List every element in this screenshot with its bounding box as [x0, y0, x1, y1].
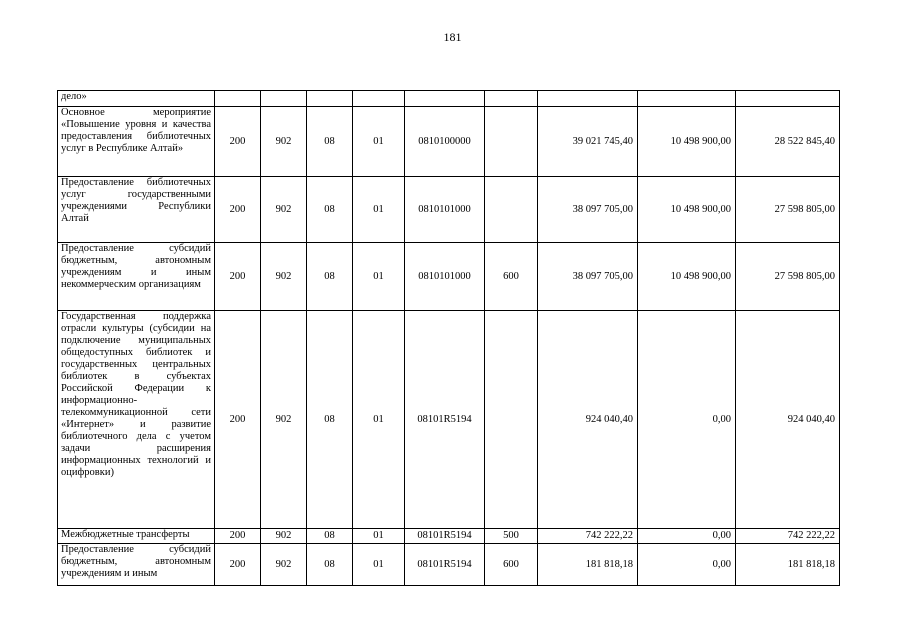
- amount-cell: [736, 91, 840, 107]
- code-cell: 01: [353, 243, 405, 311]
- amount-cell: 27 598 805,00: [736, 177, 840, 243]
- code-cell: 08: [307, 243, 353, 311]
- amount-cell: 181 818,18: [736, 544, 840, 586]
- row-description: Предоставление субсидий бюджетным, автономным учреждениям и иным: [58, 544, 215, 586]
- code-cell: 200: [215, 544, 261, 586]
- code-cell: 902: [261, 243, 307, 311]
- row-description: Основное мероприятие «Повышение уровня и качества предоставления библиотечных услуг в Республике Алтай»: [58, 107, 215, 177]
- amount-cell: 10 498 900,00: [638, 243, 736, 311]
- table-row: [58, 544, 840, 586]
- code-cell: 500: [485, 529, 538, 544]
- code-cell: [405, 91, 485, 107]
- code-cell: [485, 91, 538, 107]
- page-number: 181: [443, 30, 462, 44]
- code-cell: 0810100000: [405, 107, 485, 177]
- amount-cell: [638, 91, 736, 107]
- row-description: Предоставление библиотечных услуг государственными учреждениями Республики Алтай: [58, 177, 215, 243]
- code-cell: [261, 91, 307, 107]
- code-cell: 0810101000: [405, 177, 485, 243]
- code-cell: [215, 91, 261, 107]
- amount-cell: 924 040,40: [736, 311, 840, 529]
- row-description: Межбюджетные трансферты: [58, 529, 215, 544]
- amount-cell: 28 522 845,40: [736, 107, 840, 177]
- table-row: [58, 243, 840, 311]
- table-row: [58, 311, 840, 529]
- code-cell: 08: [307, 107, 353, 177]
- code-cell: 08: [307, 529, 353, 544]
- code-cell: 902: [261, 529, 307, 544]
- code-cell: 08: [307, 177, 353, 243]
- code-cell: 200: [215, 529, 261, 544]
- table-row: [58, 529, 840, 544]
- code-cell: [353, 91, 405, 107]
- amount-cell: 924 040,40: [538, 311, 638, 529]
- code-cell: 200: [215, 107, 261, 177]
- code-cell: 902: [261, 311, 307, 529]
- code-cell: 01: [353, 311, 405, 529]
- amount-cell: [538, 91, 638, 107]
- code-cell: 01: [353, 177, 405, 243]
- amount-cell: 39 021 745,40: [538, 107, 638, 177]
- code-cell: 08: [307, 311, 353, 529]
- code-cell: [307, 91, 353, 107]
- row-description: Государственная поддержка отрасли культуры (субсидии на подключение муниципальных общедоступных библиотек и государственных центральных библиотек в субъектах Российской Федерации к информационно-телекоммуникационной сети «Интернет» и развитие библиотечного дела с учетом задачи расширения информационных технологий и оцифровки): [58, 311, 215, 529]
- code-cell: 200: [215, 311, 261, 529]
- code-cell: [485, 311, 538, 529]
- code-cell: 902: [261, 177, 307, 243]
- amount-cell: 27 598 805,00: [736, 243, 840, 311]
- code-cell: 200: [215, 243, 261, 311]
- code-cell: 01: [353, 529, 405, 544]
- amount-cell: 0,00: [638, 311, 736, 529]
- code-cell: 200: [215, 177, 261, 243]
- row-description: дело»: [58, 91, 215, 107]
- amount-cell: 10 498 900,00: [638, 177, 736, 243]
- code-cell: 08101R5194: [405, 529, 485, 544]
- code-cell: 902: [261, 544, 307, 586]
- amount-cell: 0,00: [638, 544, 736, 586]
- amount-cell: 0,00: [638, 529, 736, 544]
- amount-cell: 38 097 705,00: [538, 177, 638, 243]
- code-cell: 600: [485, 544, 538, 586]
- table-row: [58, 107, 840, 177]
- code-cell: 08: [307, 544, 353, 586]
- table-row: [58, 91, 840, 107]
- table-row: [58, 177, 840, 243]
- code-cell: 01: [353, 107, 405, 177]
- code-cell: 01: [353, 544, 405, 586]
- row-description: Предоставление субсидий бюджетным, автономным учреждениям и иным некоммерческим организациям: [58, 243, 215, 311]
- amount-cell: 181 818,18: [538, 544, 638, 586]
- amount-cell: 10 498 900,00: [638, 107, 736, 177]
- code-cell: 600: [485, 243, 538, 311]
- amount-cell: 742 222,22: [538, 529, 638, 544]
- code-cell: [485, 177, 538, 243]
- code-cell: 08101R5194: [405, 311, 485, 529]
- budget-table: [57, 90, 840, 586]
- code-cell: 08101R5194: [405, 544, 485, 586]
- amount-cell: 38 097 705,00: [538, 243, 638, 311]
- code-cell: 0810101000: [405, 243, 485, 311]
- code-cell: [485, 107, 538, 177]
- amount-cell: 742 222,22: [736, 529, 840, 544]
- code-cell: 902: [261, 107, 307, 177]
